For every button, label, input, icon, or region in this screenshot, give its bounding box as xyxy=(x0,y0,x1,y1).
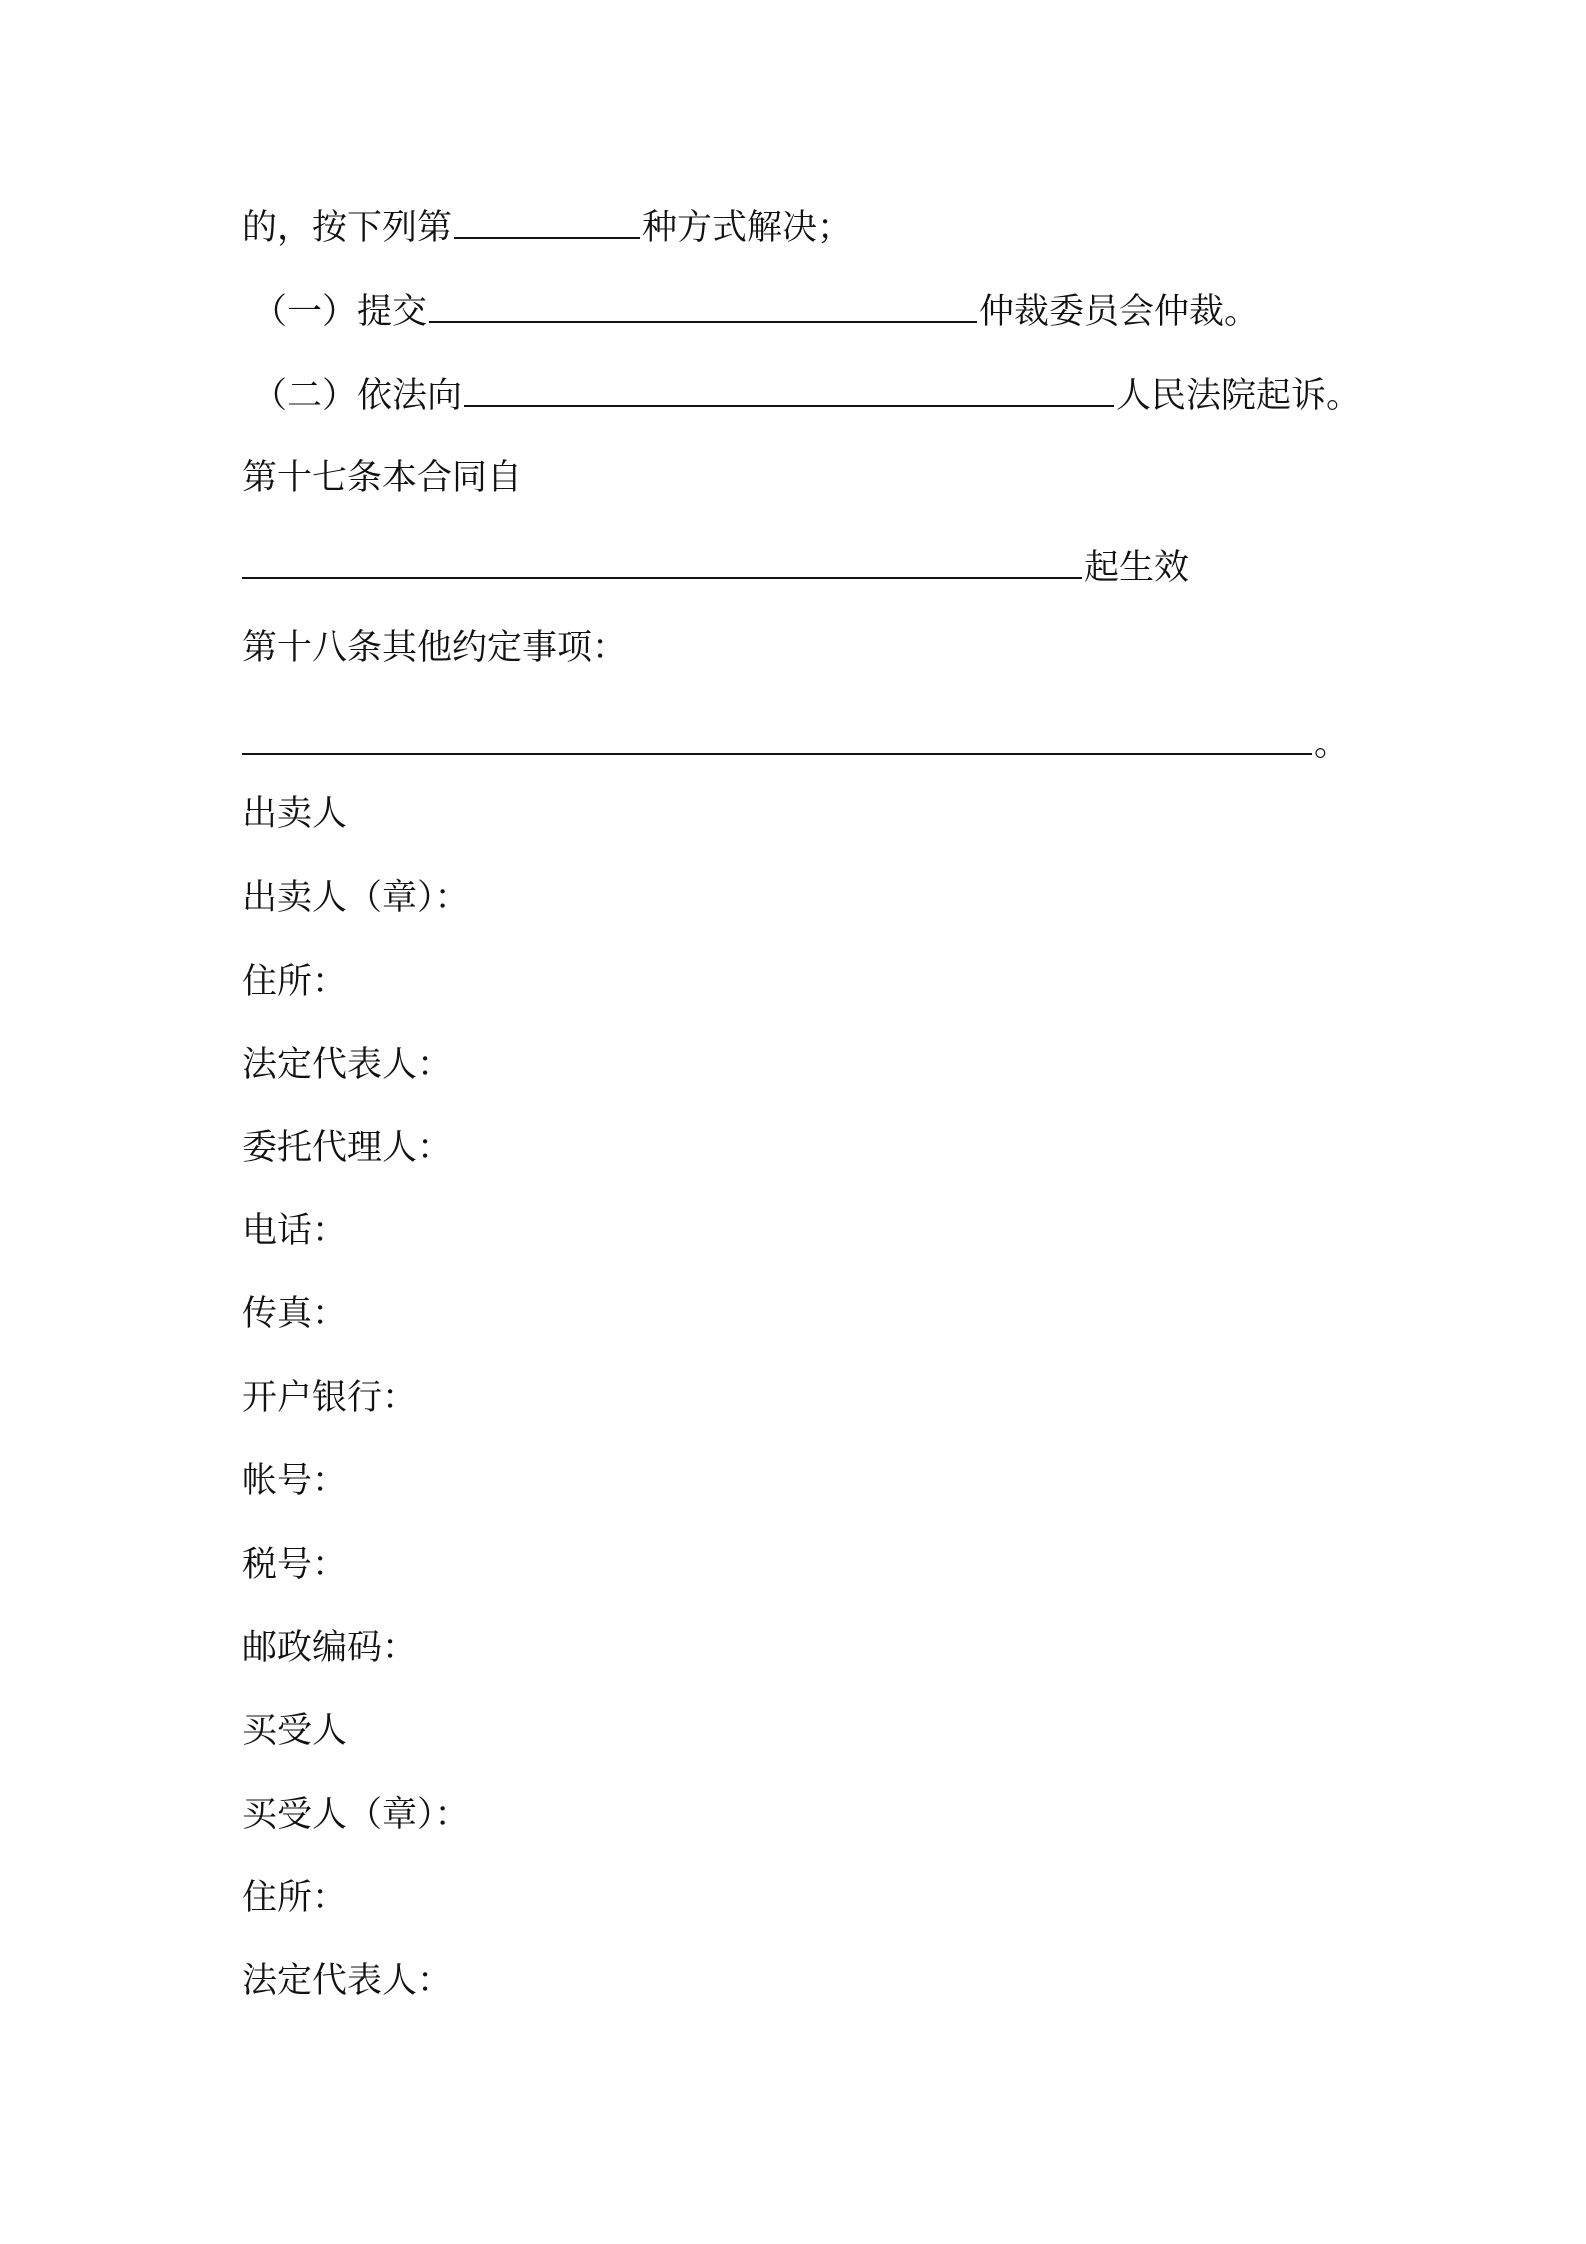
buyer-seal-label: 买受人（章）： xyxy=(242,1795,470,1835)
seller-legal-rep-label: 法定代表人： xyxy=(242,1045,453,1085)
article-18-heading: 第十八条其他约定事项： xyxy=(242,628,628,668)
effective-date-line xyxy=(242,546,1189,590)
seller-title: 出卖人 xyxy=(242,794,348,834)
arbitration-option-line xyxy=(252,290,1259,334)
seller-tax-no-label: 税号： xyxy=(242,1545,348,1585)
dispute-method-suffix: 种方式解决； xyxy=(642,208,853,248)
dispute-method-line xyxy=(242,206,852,250)
seller-postcode-label: 邮政编码： xyxy=(242,1628,418,1668)
effective-date-suffix: 起生效 xyxy=(1084,548,1190,588)
seller-bank-label: 开户银行： xyxy=(242,1378,418,1418)
dispute-method-prefix: 的，按下列第 xyxy=(242,208,453,248)
method-number-blank[interactable] xyxy=(454,209,640,239)
other-matters-line xyxy=(242,722,1349,766)
litigation-option-line xyxy=(252,374,1361,418)
litigation-option-suffix: 人民法院起诉。 xyxy=(1116,376,1362,416)
seller-agent-label: 委托代理人： xyxy=(242,1128,453,1168)
seller-phone-label: 电话： xyxy=(242,1211,348,1251)
buyer-legal-rep-label: 法定代表人： xyxy=(242,1961,453,2001)
arbitration-committee-blank[interactable] xyxy=(429,293,977,323)
other-matters-suffix: 。 xyxy=(1314,724,1350,764)
effective-date-blank[interactable] xyxy=(242,549,1082,579)
seller-fax-label: 传真： xyxy=(242,1294,348,1334)
buyer-title: 买受人 xyxy=(242,1711,348,1751)
seller-seal-label: 出卖人（章）： xyxy=(242,878,470,918)
other-matters-blank[interactable] xyxy=(242,725,1312,755)
seller-address-label: 住所： xyxy=(242,962,348,1002)
litigation-option-prefix: （二）依法向 xyxy=(252,376,463,416)
arbitration-option-prefix: （一）提交 xyxy=(252,292,428,332)
article-17-heading: 第十七条本合同自 xyxy=(242,458,523,498)
buyer-address-label: 住所： xyxy=(242,1878,348,1918)
seller-account-label: 帐号： xyxy=(242,1461,348,1501)
arbitration-option-suffix: 仲裁委员会仲裁。 xyxy=(979,292,1260,332)
court-name-blank[interactable] xyxy=(464,377,1114,407)
